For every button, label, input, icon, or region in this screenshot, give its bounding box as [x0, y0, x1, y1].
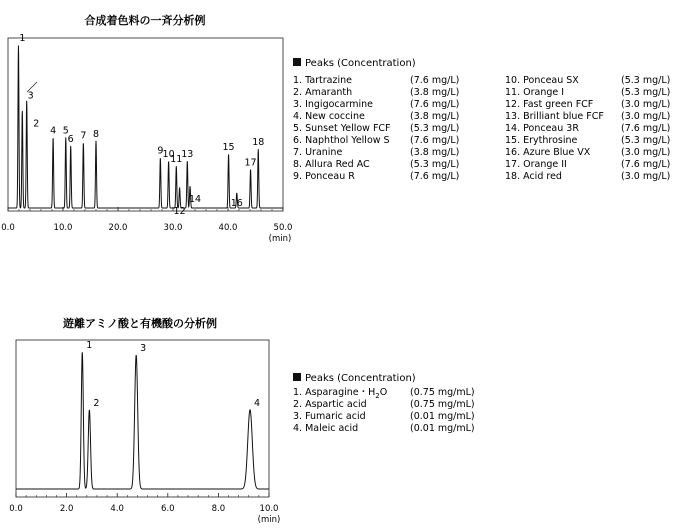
chart2-x-tick-label: 10.0 — [259, 504, 279, 514]
chart2-x-tick-label: 8.0 — [211, 504, 226, 514]
chart1-legend-row-name: 16. Azure Blue VX — [505, 147, 591, 158]
chart1-legend-row-concentration: (3.0 mg/L) — [621, 171, 671, 182]
chart1-legend-row-name: 17. Orange II — [505, 159, 567, 170]
chart1-legend-row-name: 4. New coccine — [293, 111, 365, 122]
chart1-x-tick-label: 40.0 — [218, 223, 238, 233]
chart1-legend-row-name: 7. Uranine — [293, 147, 343, 158]
chart2-legend-row-concentration: (0.75 mg/mL) — [410, 399, 475, 410]
chart1-legend-row-name: 1. Tartrazine — [293, 75, 352, 86]
chart1-peak-label-16: 16 — [230, 197, 243, 209]
chart1-peak-label-15: 15 — [222, 142, 235, 154]
chart2-legend-square-icon — [293, 373, 301, 381]
chart2-legend-row-name: 1. Asparagine・$H_2O$ — [293, 387, 388, 400]
chart1-peak-label-14: 14 — [189, 194, 202, 206]
chart2-legend-header: Peaks (Concentration) — [305, 373, 416, 384]
chart1-legend-row-concentration: (3.8 mg/L) — [410, 87, 460, 98]
chart1-legend-row-concentration: (3.0 mg/L) — [621, 99, 671, 110]
chart1-legend-row-concentration: (3.8 mg/L) — [410, 111, 460, 122]
chart1-legend-row-name: 10. Ponceau SX — [505, 75, 579, 86]
chart2-peak-label-2: 2 — [93, 397, 100, 409]
chart1-legend-row-concentration: (7.6 mg/L) — [410, 135, 460, 146]
chart2-legend-row-name: 2. Aspartic acid — [293, 399, 367, 410]
chart1-legend-row-concentration: (7.6 mg/L) — [410, 75, 460, 86]
chart1-legend-header: Peaks (Concentration) — [305, 58, 416, 69]
chart1-peak-label-2: 2 — [33, 118, 40, 130]
chart1-legend-row-name: 5. Sunset Yellow FCF — [293, 123, 391, 134]
chart1-legend-row-concentration: (7.6 mg/L) — [410, 171, 460, 182]
chart1-peak-label-9: 9 — [157, 145, 164, 157]
chart2-peak-label-3: 3 — [140, 343, 147, 355]
chart1-x-tick-label: 0.0 — [1, 223, 15, 233]
chart1-x-unit: (min) — [268, 234, 292, 244]
chart2-plot-frame — [16, 340, 269, 497]
chart1-legend-row-concentration: (3.8 mg/L) — [410, 147, 460, 158]
chart2-legend-row-concentration: (0.01 mg/mL) — [410, 423, 475, 434]
chart1-x-tick-label: 20.0 — [108, 223, 128, 233]
chart1-legend-square-icon — [293, 58, 301, 66]
chart1-legend-row-name: 8. Allura Red AC — [293, 159, 370, 170]
chart1-legend-row-name: 13. Brilliant blue FCF — [505, 111, 604, 122]
chart1-legend-row-name: 15. Erythrosine — [505, 135, 578, 146]
chart1-legend-row-concentration: (5.3 mg/L) — [621, 87, 671, 98]
chart1-legend-row-name: 12. Fast green FCF — [505, 99, 594, 110]
chart1-peak-label-4: 4 — [50, 125, 57, 137]
chart1-legend-row-concentration: (7.6 mg/L) — [410, 99, 460, 110]
chart2-legend-row-name: 3. Fumaric acid — [293, 411, 366, 422]
chart1-legend-row-name: 14. Ponceau 3R — [505, 123, 579, 134]
chart1-peak-label-10: 10 — [162, 148, 175, 160]
chart1-legend-row-concentration: (5.3 mg/L) — [410, 123, 460, 134]
chart1-peak-label-3: 3 — [27, 90, 34, 102]
chart2-peak-label-4: 4 — [254, 397, 261, 409]
chart1-peak-label-13: 13 — [181, 148, 194, 160]
chart2-x-tick-label: 2.0 — [59, 504, 74, 514]
chart1-peak-label-5: 5 — [62, 125, 69, 137]
chart1-legend-row-concentration: (3.0 mg/L) — [621, 147, 671, 158]
chart1-peak-label-8: 8 — [92, 128, 100, 140]
chart1-legend-row-name: 6. Naphthol Yellow S — [293, 135, 390, 146]
chart1-legend-row-name: 9. Ponceau R — [293, 171, 355, 182]
chart2-legend-row-concentration: (0.01 mg/mL) — [410, 411, 475, 422]
chart1-peak-label-12: 12 — [173, 205, 186, 217]
chart1-legend-row-concentration: (5.3 mg/L) — [621, 75, 671, 86]
chart2-x-tick-label: 6.0 — [161, 504, 175, 514]
chart1-peak-label-18: 18 — [252, 137, 265, 149]
chart1-legend-row-name: 11. Orange I — [505, 87, 565, 98]
chart1-legend-row-concentration: (7.6 mg/L) — [621, 159, 671, 170]
chart1-legend-row-concentration: (5.3 mg/L) — [621, 135, 671, 146]
chart1-peak-label-6: 6 — [67, 133, 74, 145]
chart1-legend-row-concentration: (7.6 mg/L) — [621, 123, 671, 134]
chart1-peak-label-17: 17 — [244, 157, 257, 169]
chart2-x-unit: (min) — [257, 515, 281, 525]
chart2-legend-row-name: 4. Maleic acid — [293, 423, 359, 434]
chart1-legend-row-name: 2. Amaranth — [293, 87, 353, 98]
chart1-legend-row-name: 18. Acid red — [505, 171, 562, 182]
chart1-legend-row-concentration: (3.0 mg/L) — [621, 111, 671, 122]
chart1-title: 合成着色料の一斉分析例 — [84, 14, 206, 27]
chart1-x-tick-label: 30.0 — [163, 223, 183, 233]
chart2-legend-row-concentration: (0.75 mg/mL) — [410, 387, 475, 398]
chart2-x-tick-label: 4.0 — [110, 504, 124, 514]
chart1-x-tick-label: 10.0 — [53, 223, 73, 233]
chart1-peak-label-7: 7 — [80, 130, 87, 142]
chart1-peak-label-1: 1 — [19, 33, 26, 45]
chart2-x-tick-label: 0.0 — [9, 504, 23, 514]
chart1-peak-label-11: 11 — [170, 154, 183, 165]
chart1-x-tick-label: 50.0 — [273, 223, 293, 233]
chart1-legend-row-concentration: (5.3 mg/L) — [410, 159, 460, 170]
chart2-peak-label-1: 1 — [86, 340, 93, 352]
chart2-chromatogram-trace — [16, 352, 269, 489]
chart1-legend-row-name: 3. Ingigocarmine — [293, 99, 373, 110]
chart2-title: 遊離アミノ酸と有機酸の分析例 — [63, 317, 217, 330]
